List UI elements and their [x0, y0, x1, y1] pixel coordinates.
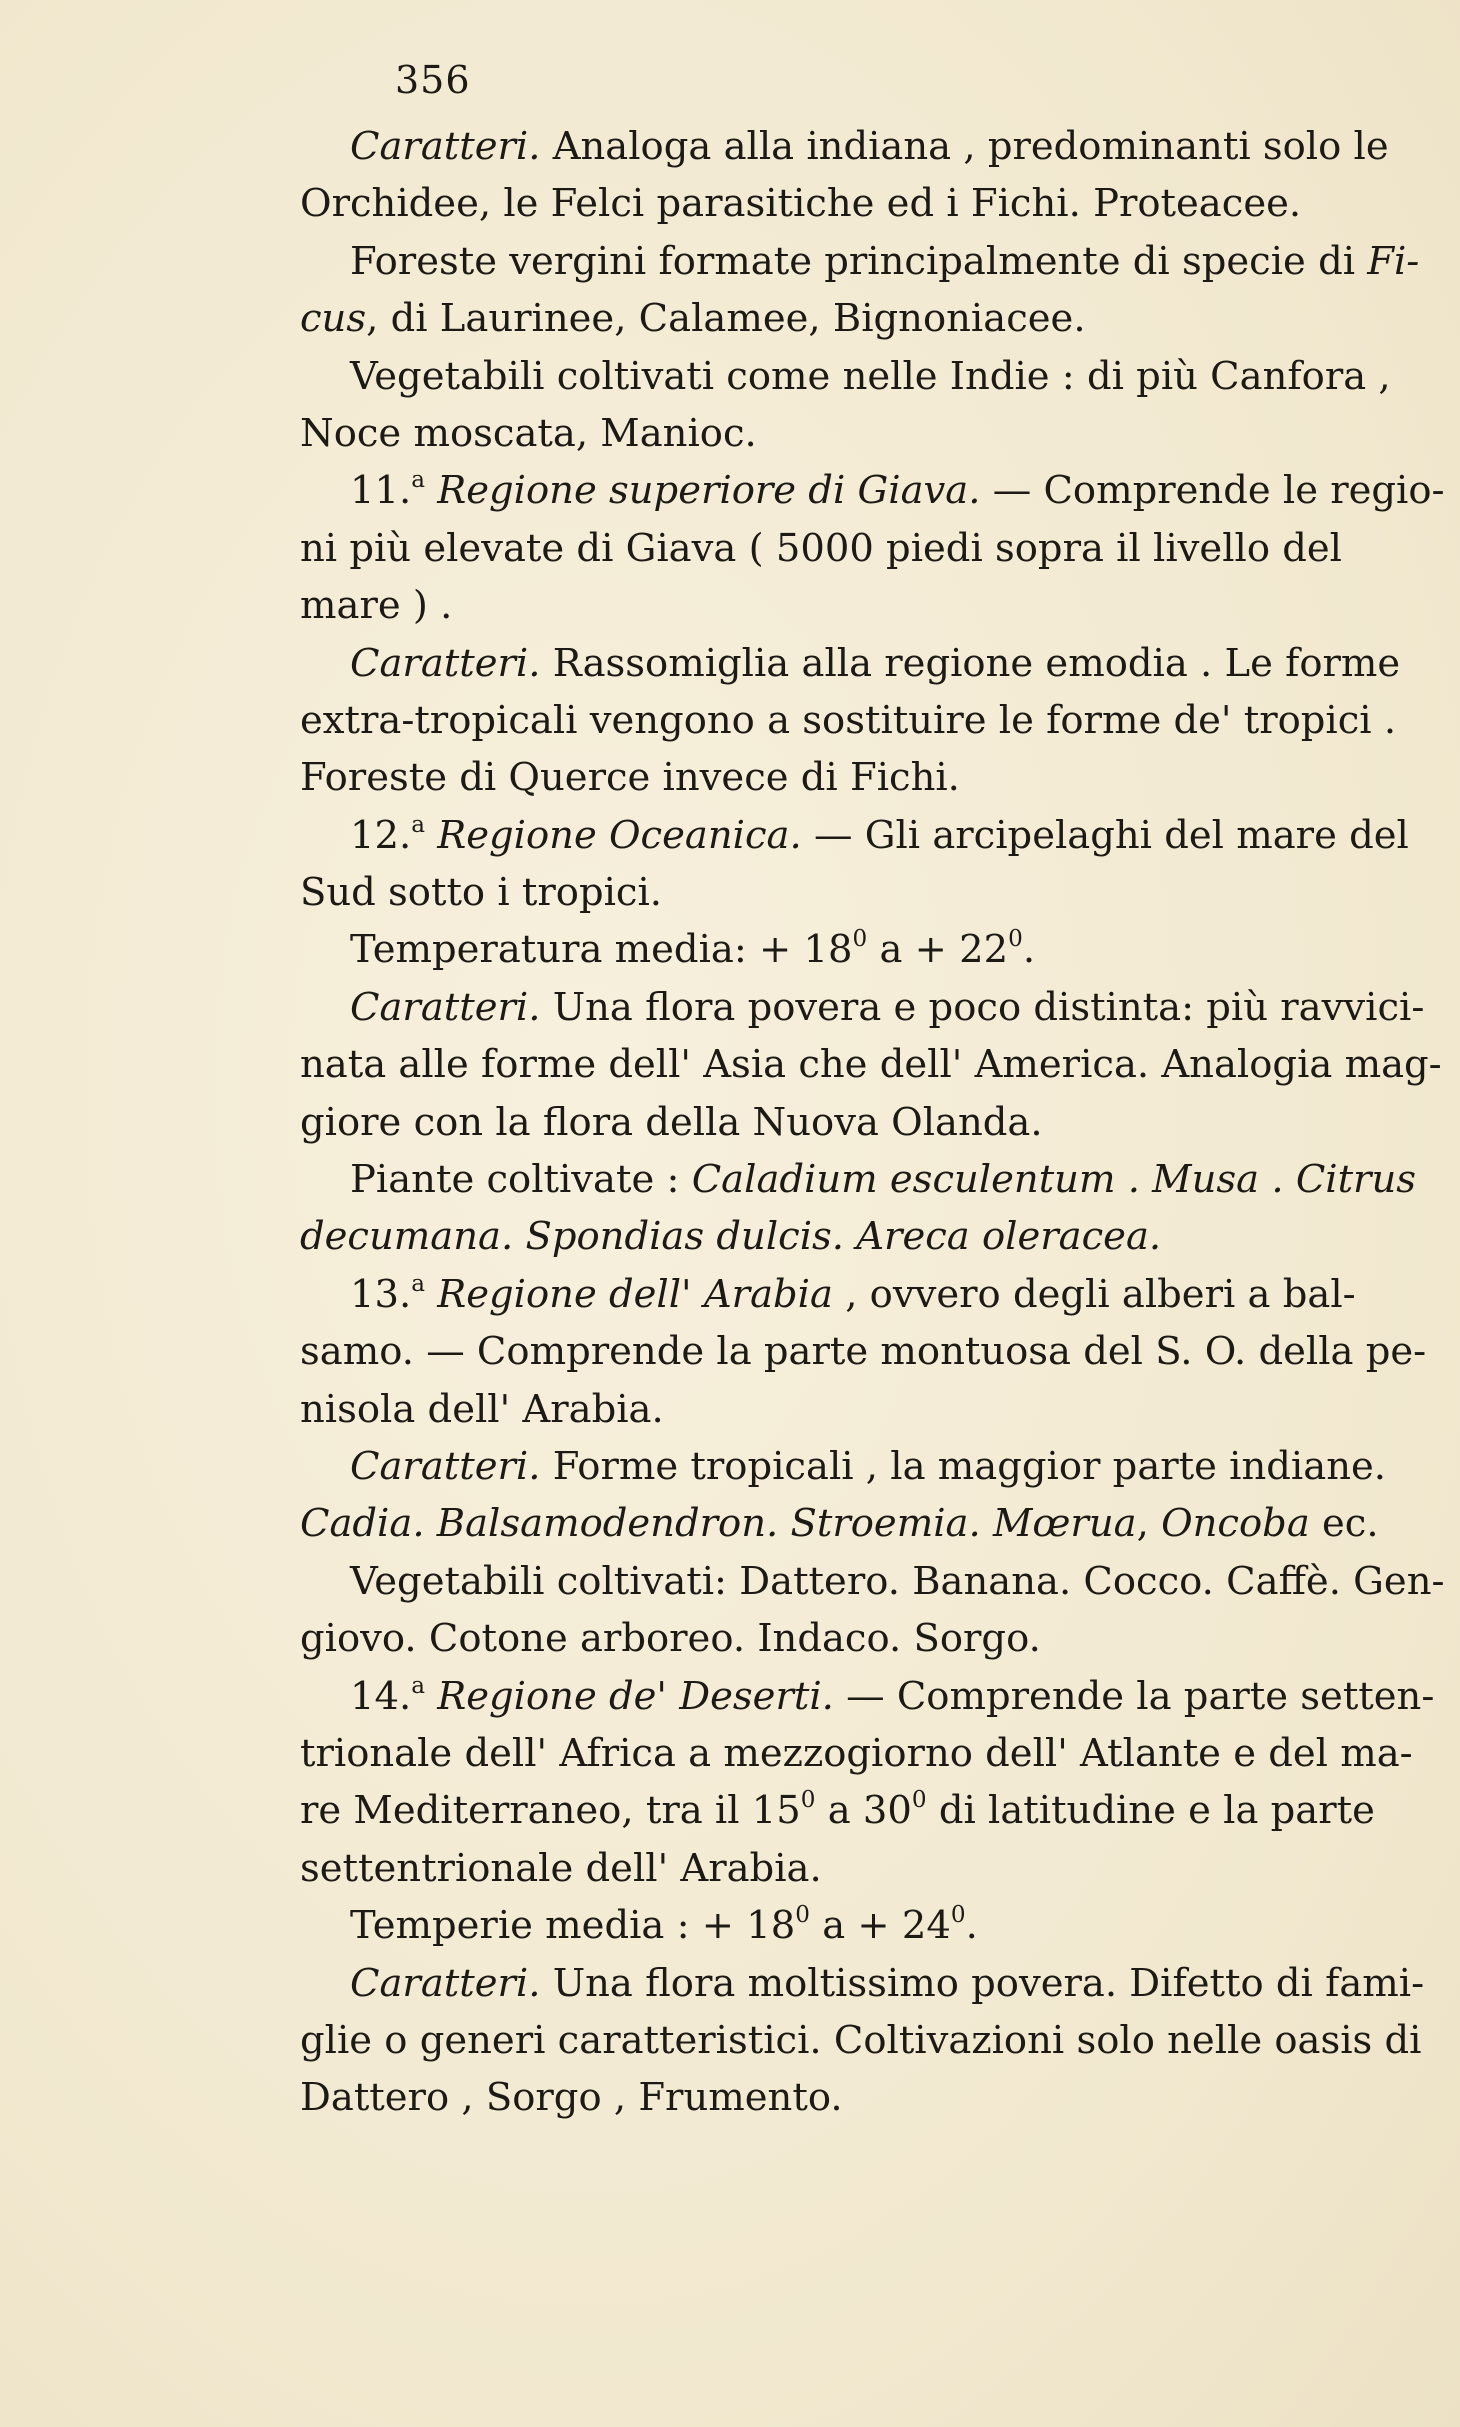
text-line: ni più elevate di Giava ( 5000 piedi sopra il livello del	[300, 525, 1342, 571]
text-line: cus, di Laurinee, Calamee, Bignoniacee.	[300, 296, 1086, 342]
text-line: Piante coltivate : Caladium esculentum . Musa . Citrus	[350, 1157, 1417, 1203]
section-label: Caratteri.	[350, 640, 541, 686]
section-label: Caratteri.	[350, 1443, 541, 1489]
section-heading: 11.$^a$ Regione superiore di Giava. — Comprende le regio-	[350, 467, 1445, 514]
text-line: mare ) .	[300, 583, 453, 629]
section-heading: 13.$^a$ Regione dell' Arabia , ovvero degli alberi a bal-	[350, 1270, 1356, 1317]
text-line: Vegetabili coltivati come nelle Indie : di più Canfora ,	[350, 353, 1391, 399]
text-line: Temperie media : + $18^0$ $a + 24^0$.	[350, 1901, 978, 1949]
text-line: settentrionale dell' Arabia.	[300, 1845, 822, 1891]
section-label: Caratteri.	[350, 1960, 541, 2006]
text-line: trionale dell' Africa a mezzogiorno dell' Atlante e del ma-	[300, 1730, 1413, 1776]
text-line: Cadia. Balsamodendron. Stroemia. Mœrua, Oncoba ec.	[300, 1501, 1379, 1547]
page-number: 356	[395, 58, 471, 102]
text-line: Foreste di Querce invece di Fichi.	[300, 755, 960, 801]
text-line: Foreste vergini formate principalmente di specie di Fi-	[350, 238, 1420, 284]
text-line: decumana. Spondias dulcis. Areca oleracea.	[300, 1214, 1162, 1260]
text-line: samo. — Comprende la parte montuosa del S. O. della pe-	[300, 1329, 1427, 1375]
text-line: extra-tropicali vengono a sostituire le forme de' tropici .	[300, 697, 1397, 743]
section-heading: 14.$^a$ Regione de' Deserti. — Comprende la parte setten-	[350, 1672, 1435, 1719]
section-heading: 12.$^a$ Regione Oceanica. — Gli arcipelaghi del mare del	[350, 811, 1409, 858]
text-line: giore con la flora della Nuova Olanda.	[300, 1099, 1043, 1145]
section-label: Caratteri.	[350, 984, 541, 1030]
text-line: Caratteri. Analoga alla indiana , predominanti solo le	[350, 124, 1389, 169]
text-line: Sud sotto i tropici.	[300, 870, 663, 916]
text-line: Noce moscata, Manioc.	[300, 410, 757, 456]
text-line: Dattero , Sorgo , Frumento.	[300, 2075, 843, 2121]
text-line: glie o generi caratteristici. Coltivazioni solo nelle oasis di	[300, 2017, 1422, 2063]
text-line: Orchidee, le Felci parasitiche ed i Fichi. Proteacee.	[300, 181, 1302, 227]
text-line: nisola dell' Arabia.	[300, 1386, 664, 1432]
text-line: Temperatura media: + $18^0$ $a + 22^0$.	[350, 926, 1036, 973]
text-line: giovo. Cotone arboreo. Indaco. Sorgo.	[300, 1616, 1041, 1662]
body-text	[300, 118, 1445, 2127]
text-line: Vegetabili coltivati: Dattero. Banana. Cocco. Caffè. Gen-	[350, 1558, 1445, 1604]
text-line: nata alle forme dell' Asia che dell' America. Analogia mag-	[300, 1042, 1442, 1088]
text-line: re Mediterraneo, tra il $15^0$ a $30^0$ di latitudine e la parte	[300, 1787, 1375, 1834]
section-label: Caratteri.	[350, 124, 541, 169]
text-line: Caratteri. Rassomiglia alla regione emodia . Le forme	[350, 640, 1401, 686]
text-line: Caratteri. Una flora moltissimo povera. Difetto di fami-	[350, 1960, 1425, 2006]
text-line: Caratteri. Forme tropicali , la maggior parte indiane.	[350, 1443, 1387, 1489]
text-line: Caratteri. Una flora povera e poco distinta: più ravvici-	[350, 984, 1425, 1030]
